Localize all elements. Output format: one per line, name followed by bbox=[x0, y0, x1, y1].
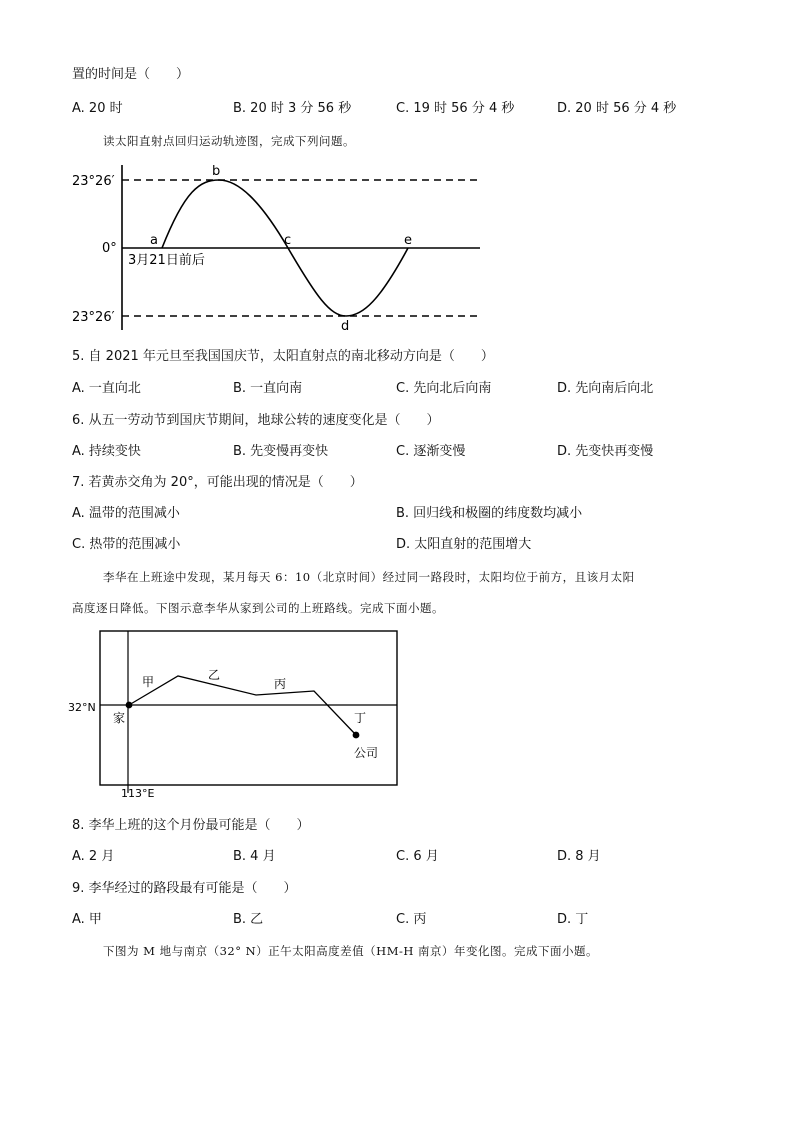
q6-option-c: C. 逐渐变慢 bbox=[396, 444, 466, 459]
q4-option-d: D. 20 时 56 分 4 秒 bbox=[557, 101, 677, 116]
q9-option-d: D. 丁 bbox=[557, 912, 589, 927]
point-e-label: e bbox=[404, 233, 412, 248]
q4-stem: 置的时间是（ ） bbox=[72, 67, 190, 82]
point-a-label: a bbox=[150, 233, 158, 248]
q6-option-a: A. 持续变快 bbox=[72, 444, 141, 459]
lat-top-label: 23°26′ bbox=[72, 174, 115, 189]
q8-option-b: B. 4 月 bbox=[233, 849, 276, 864]
subsolar-migration-figure bbox=[60, 160, 490, 335]
lat-zero-label: 0° bbox=[102, 241, 117, 256]
home-label: 家 bbox=[113, 711, 126, 725]
segment-bing-label: 丙 bbox=[274, 677, 287, 691]
q4-option-c: C. 19 时 56 分 4 秒 bbox=[396, 101, 515, 116]
intro-noon-altitude: 下图为 M 地与南京（32° N）正午太阳高度差值（HM-H 南京）年变化图。完成下面小题。 bbox=[103, 944, 599, 958]
lon-113e-label: 113°E bbox=[121, 787, 155, 800]
q7-option-b: B. 回归线和极圈的纬度数均减小 bbox=[396, 506, 583, 521]
company-label: 公司 bbox=[354, 746, 379, 760]
company-marker bbox=[353, 732, 360, 739]
lat-bottom-label: 23°26′ bbox=[72, 310, 115, 325]
segment-ding-label: 丁 bbox=[354, 711, 367, 725]
q8-option-d: D. 8 月 bbox=[557, 849, 601, 864]
q7-option-c: C. 热带的范围减小 bbox=[72, 537, 181, 552]
q5-option-b: B. 一直向南 bbox=[233, 381, 303, 396]
q5-option-a: A. 一直向北 bbox=[72, 381, 141, 396]
intro-figure1: 读太阳直射点回归运动轨迹图，完成下列问题。 bbox=[103, 134, 355, 148]
q7-option-a: A. 温带的范围减小 bbox=[72, 506, 180, 521]
segment-yi-label: 乙 bbox=[208, 668, 221, 682]
point-c-label: c bbox=[284, 233, 292, 248]
q8-option-c: C. 6 月 bbox=[396, 849, 439, 864]
q9-stem: 9. 李华经过的路段最有可能是（ ） bbox=[72, 881, 297, 896]
q6-stem: 6. 从五一劳动节到国庆节期间，地球公转的速度变化是（ ） bbox=[72, 413, 440, 428]
segment-jia-label: 甲 bbox=[142, 675, 155, 689]
q5-stem: 5. 自 2021 年元旦至我国国庆节，太阳直射点的南北移动方向是（ ） bbox=[72, 349, 494, 364]
commute-route-map bbox=[60, 625, 410, 805]
q7-stem: 7. 若黄赤交角为 20°，可能出现的情况是（ ） bbox=[72, 475, 363, 490]
q5-option-d: D. 先向南后向北 bbox=[557, 381, 654, 396]
q6-option-d: D. 先变快再变慢 bbox=[557, 444, 654, 459]
q9-option-a: A. 甲 bbox=[72, 912, 102, 927]
point-b-label: b bbox=[212, 164, 221, 179]
q8-option-a: A. 2 月 bbox=[72, 849, 115, 864]
intro-route-line1: 李华在上班途中发现，某月每天 6：10（北京时间）经过同一路段时，太阳均位于前方，且该月太阳 bbox=[103, 570, 635, 584]
q4-option-b: B. 20 时 3 分 56 秒 bbox=[233, 101, 352, 116]
point-d-label: d bbox=[341, 319, 350, 334]
map-frame bbox=[100, 631, 397, 785]
q4-option-a: A. 20 时 bbox=[72, 101, 123, 116]
q9-option-b: B. 乙 bbox=[233, 912, 264, 927]
lat-32n-label: 32°N bbox=[68, 701, 96, 714]
q8-stem: 8. 李华上班的这个月份最可能是（ ） bbox=[72, 818, 310, 833]
q9-option-c: C. 丙 bbox=[396, 912, 427, 927]
q5-option-c: C. 先向北后向南 bbox=[396, 381, 492, 396]
home-marker bbox=[126, 702, 133, 709]
intro-route-line2: 高度逐日降低。下图示意李华从家到公司的上班路线。完成下面小题。 bbox=[72, 601, 444, 615]
date-label: 3月21日前后 bbox=[128, 253, 205, 268]
q7-option-d: D. 太阳直射的范围增大 bbox=[396, 537, 532, 552]
q6-option-b: B. 先变慢再变快 bbox=[233, 444, 329, 459]
